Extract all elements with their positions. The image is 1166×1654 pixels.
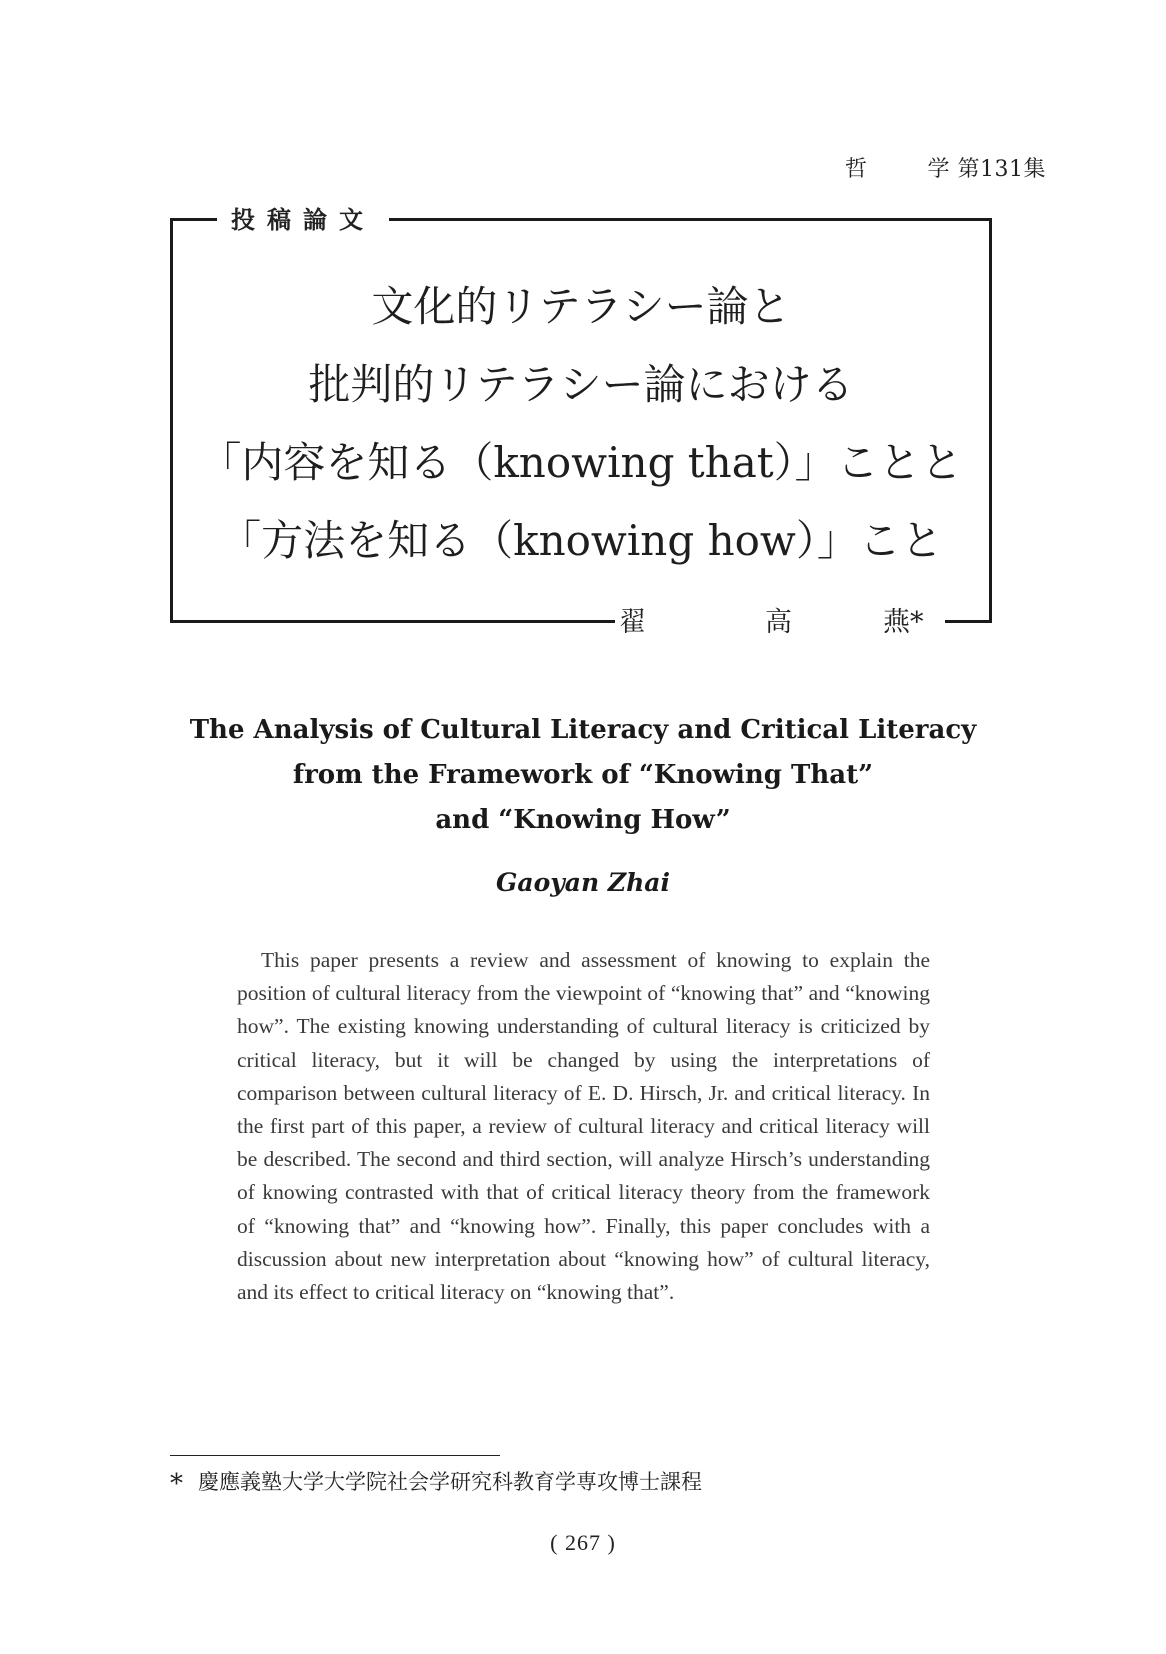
japanese-author [615,605,945,641]
footnote-text: 慶應義塾大学大学院社会学研究科教育学専攻博士課程 [198,1470,702,1494]
author-char: 高 [765,607,792,638]
journal-volume: 第131集 [957,157,1046,182]
english-title-line: from the Framework of “Knowing That” [292,760,874,790]
author-char: 燕* [883,607,924,638]
english-author: Gaoyan Zhai [496,868,670,897]
japanese-title-line: 批判的リテラシー論における [308,360,854,409]
category-label: 投稿論文 [217,204,389,236]
page-number: ( 267 ) [550,1530,616,1555]
footnote-divider [170,1455,500,1456]
english-title-line: and “Knowing How” [435,805,731,835]
japanese-title-line: 「内容を知る（knowing that）」ことと [199,438,963,487]
journal-name-part1: 哲 [844,157,868,182]
footnote [170,1466,702,1499]
japanese-title-line: 「方法を知る（knowing how）」こと [219,516,943,565]
japanese-title [172,268,990,580]
english-title-line: The Analysis of Cultural Literacy and Critical Literacy [189,715,977,745]
abstract: This paper presents a review and assessment of knowing to explain the position of cultural literacy from the viewpoint of “knowing that” and “knowing how”. The existing knowing understanding of cultural literacy is criticized by critical literacy, but it will be changed by using the interpretations of comparison between cultural literacy of E. D. Hirsch, Jr. and critical literacy. In the first part of this paper, a review of cultural literacy and critical literacy will be described. The second and third section, will analyze Hirsch’s understanding of knowing contrasted with that of critical literacy theory from the framework of “knowing that” and “knowing how”. Finally, this paper concludes with a discussion about new interpretation about “knowing how” of cultural literacy, and its effect to critical literacy on “knowing that”. [237,948,930,1305]
journal-header [845,152,1046,183]
journal-name-part2: 学 [927,157,950,182]
english-title [120,708,1046,843]
footnote-mark: * [170,1469,183,1499]
japanese-title-line: 文化的リテラシー論と [371,282,791,331]
author-char: 翟 [619,607,646,638]
